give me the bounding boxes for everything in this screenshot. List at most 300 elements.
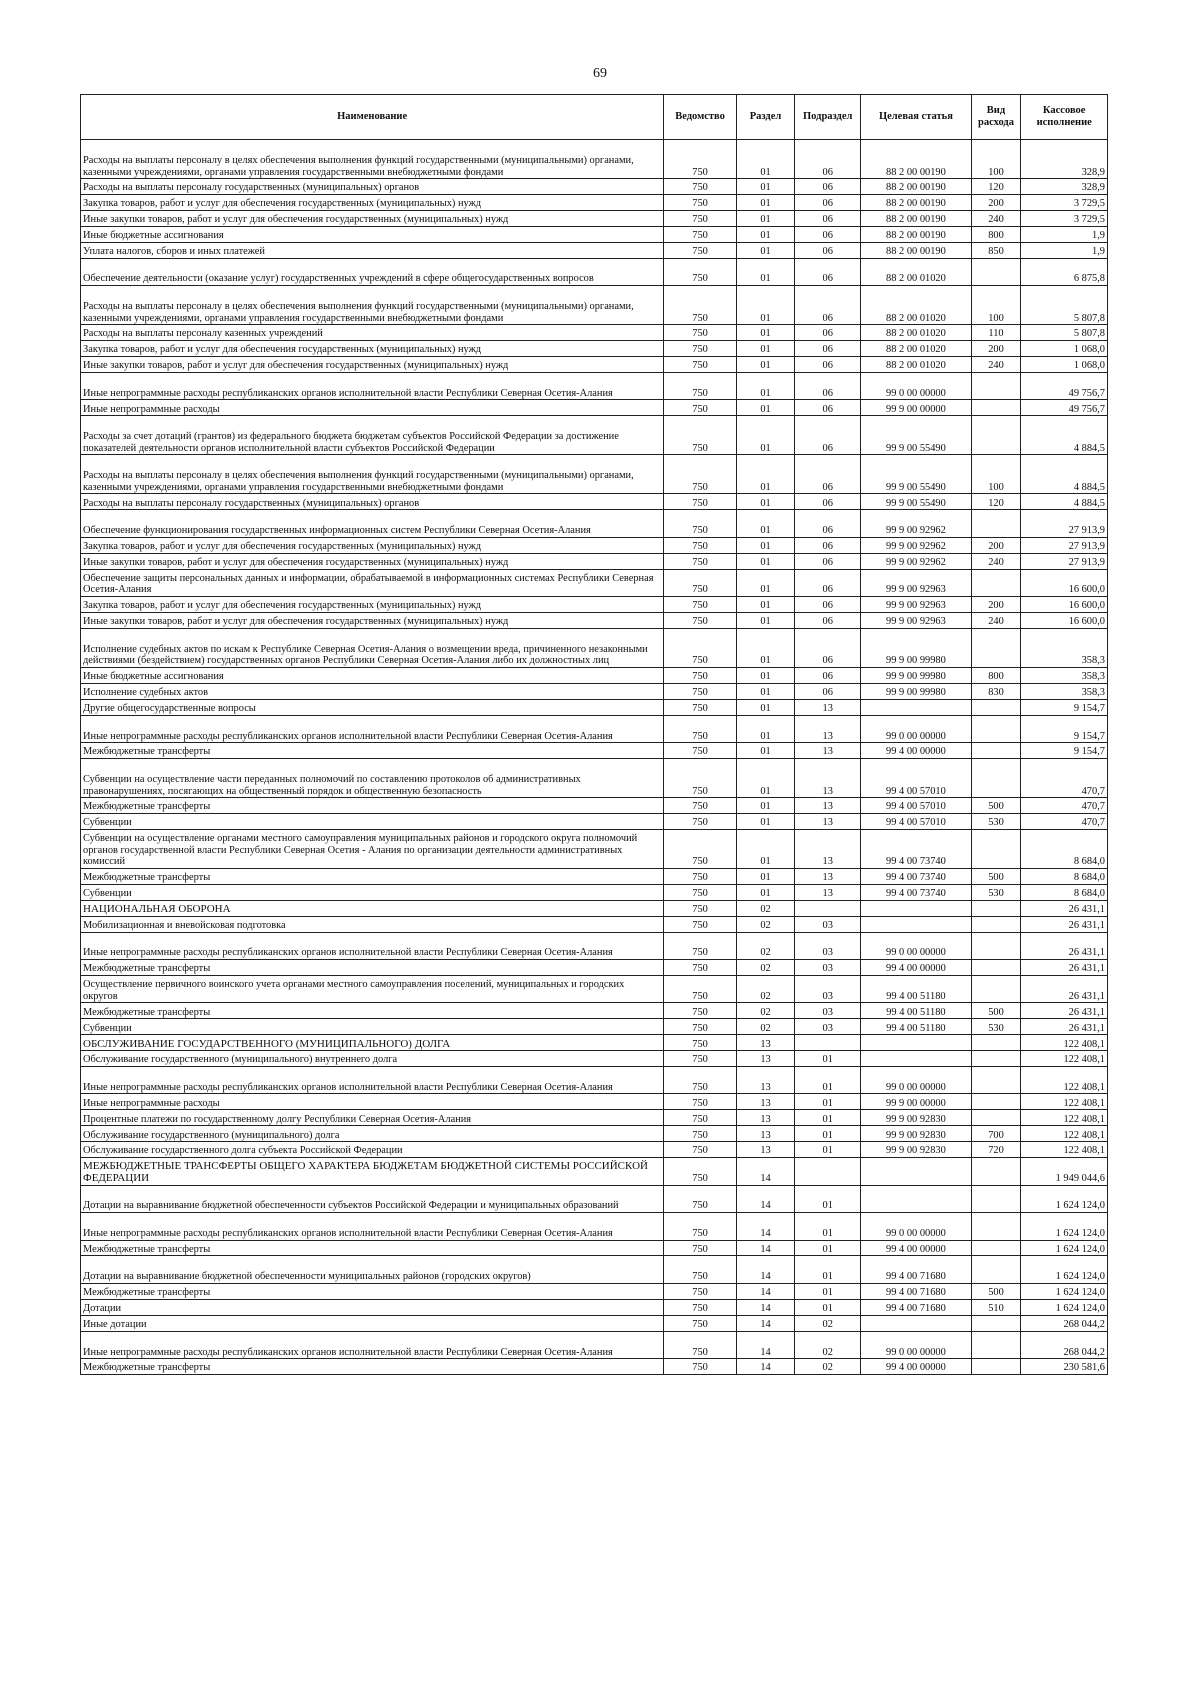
cell-vid-rashoda: 700 [971,1126,1021,1142]
cell-name: Иные закупки товаров, работ и услуг для обеспечения государственных (муниципальных) нужд [81,210,664,226]
cell-celevaya-statya: 99 0 00 00000 [861,372,971,400]
table-row [81,1315,1108,1331]
cell-kassovoe-ispolnenie: 4 884,5 [1021,455,1108,494]
cell-name: Мобилизационная и вневойсковая подготовка [81,916,664,932]
cell-vid-rashoda [971,416,1021,455]
cell-razdel: 01 [736,868,794,884]
cell-razdel: 01 [736,829,794,868]
table-row [81,569,1108,597]
cell-celevaya-statya: 99 4 00 51180 [861,1003,971,1019]
table-row [81,900,1108,916]
cell-name: Расходы на выплаты персоналу в целях обеспечения выполнения функций государственными (муниципальными) органами, казенными учреждениями, органами управления государственными внебюджетными фондами [81,140,664,179]
table-row [81,1299,1108,1315]
header-name: Наименование [81,95,664,140]
cell-podrazdel: 06 [795,667,861,683]
cell-razdel: 02 [736,932,794,960]
cell-kassovoe-ispolnenie: 1 068,0 [1021,341,1108,357]
cell-vedomstvo: 750 [664,1283,737,1299]
cell-podrazdel: 13 [795,798,861,814]
cell-vedomstvo: 750 [664,743,737,759]
cell-kassovoe-ispolnenie: 9 154,7 [1021,715,1108,743]
cell-kassovoe-ispolnenie: 6 875,8 [1021,258,1108,286]
cell-razdel: 14 [736,1315,794,1331]
cell-vedomstvo: 750 [664,612,737,628]
cell-name: Иные непрограммные расходы [81,400,664,416]
cell-celevaya-statya: 99 4 00 57010 [861,798,971,814]
header-podrazdel: Подраздел [795,95,861,140]
cell-vedomstvo: 750 [664,1003,737,1019]
cell-celevaya-statya [861,916,971,932]
cell-celevaya-statya: 99 9 00 55490 [861,455,971,494]
cell-razdel: 01 [736,884,794,900]
cell-vedomstvo: 750 [664,829,737,868]
cell-vid-rashoda: 530 [971,884,1021,900]
table-row [81,960,1108,976]
table-header [81,95,1108,140]
cell-podrazdel: 02 [795,1331,861,1359]
cell-kassovoe-ispolnenie: 1 624 124,0 [1021,1256,1108,1284]
cell-podrazdel: 01 [795,1051,861,1067]
cell-razdel: 14 [736,1331,794,1359]
cell-vedomstvo: 750 [664,210,737,226]
cell-name: Другие общегосударственные вопросы [81,699,664,715]
cell-razdel: 01 [736,569,794,597]
cell-podrazdel: 01 [795,1256,861,1284]
cell-kassovoe-ispolnenie: 1 624 124,0 [1021,1299,1108,1315]
table-row [81,932,1108,960]
header-celevaya-statya: Целевая статья [861,95,971,140]
cell-vedomstvo: 750 [664,597,737,613]
cell-vedomstvo: 750 [664,1126,737,1142]
cell-kassovoe-ispolnenie: 8 684,0 [1021,884,1108,900]
cell-razdel: 02 [736,975,794,1003]
cell-vid-rashoda [971,1359,1021,1375]
cell-podrazdel: 03 [795,975,861,1003]
cell-vedomstvo: 750 [664,455,737,494]
cell-celevaya-statya: 99 9 00 92962 [861,537,971,553]
table-row [81,612,1108,628]
table-row [81,628,1108,667]
cell-vid-rashoda [971,1315,1021,1331]
cell-vid-rashoda [971,759,1021,798]
table-row [81,884,1108,900]
cell-podrazdel: 13 [795,829,861,868]
cell-name: Иные непрограммные расходы республиканских органов исполнительной власти Республики Северная Осетия-Алания [81,932,664,960]
table-row [81,699,1108,715]
cell-celevaya-statya: 99 9 00 92830 [861,1142,971,1158]
table-row [81,140,1108,179]
cell-razdel: 01 [736,667,794,683]
cell-celevaya-statya: 99 9 00 99980 [861,683,971,699]
cell-name: Иные бюджетные ассигнования [81,226,664,242]
cell-razdel: 13 [736,1110,794,1126]
cell-vid-rashoda [971,1066,1021,1094]
page-number: 69 [593,66,607,81]
cell-kassovoe-ispolnenie: 358,3 [1021,628,1108,667]
table-row [81,667,1108,683]
cell-kassovoe-ispolnenie: 328,9 [1021,140,1108,179]
cell-kassovoe-ispolnenie: 5 807,8 [1021,325,1108,341]
cell-celevaya-statya [861,699,971,715]
cell-vid-rashoda [971,1094,1021,1110]
cell-podrazdel: 13 [795,813,861,829]
table-row [81,597,1108,613]
cell-celevaya-statya: 99 4 00 71680 [861,1256,971,1284]
cell-name: Субвенции [81,813,664,829]
cell-name: Межбюджетные трансферты [81,1283,664,1299]
cell-vid-rashoda: 500 [971,1283,1021,1299]
cell-podrazdel: 06 [795,325,861,341]
cell-vid-rashoda: 240 [971,210,1021,226]
cell-celevaya-statya: 99 4 00 57010 [861,813,971,829]
cell-celevaya-statya: 99 0 00 00000 [861,1066,971,1094]
cell-vid-rashoda: 200 [971,537,1021,553]
table-row [81,341,1108,357]
cell-name: Обслуживание государственного долга субъекта Российской Федерации [81,1142,664,1158]
cell-razdel: 01 [736,356,794,372]
cell-celevaya-statya: 99 4 00 51180 [861,1019,971,1035]
cell-name: Обеспечение деятельности (оказание услуг) государственных учреждений в сфере общегосударственных вопросов [81,258,664,286]
cell-celevaya-statya: 99 9 00 92963 [861,569,971,597]
cell-vid-rashoda: 120 [971,179,1021,195]
table-row [81,372,1108,400]
cell-vedomstvo: 750 [664,868,737,884]
cell-razdel: 14 [736,1299,794,1315]
table-row [81,1213,1108,1241]
cell-vedomstvo: 750 [664,759,737,798]
cell-vedomstvo: 750 [664,1256,737,1284]
cell-celevaya-statya: 88 2 00 00190 [861,226,971,242]
cell-vid-rashoda [971,743,1021,759]
cell-vid-rashoda [971,699,1021,715]
table-row [81,715,1108,743]
cell-vedomstvo: 750 [664,553,737,569]
table-row [81,1359,1108,1375]
cell-razdel: 01 [736,715,794,743]
cell-vedomstvo: 750 [664,569,737,597]
cell-celevaya-statya: 99 0 00 00000 [861,1213,971,1241]
cell-razdel: 01 [736,286,794,325]
cell-podrazdel: 06 [795,400,861,416]
cell-razdel: 01 [736,416,794,455]
cell-vid-rashoda [971,1331,1021,1359]
cell-vid-rashoda [971,1213,1021,1241]
cell-name: Субвенции [81,1019,664,1035]
cell-podrazdel: 13 [795,715,861,743]
cell-vedomstvo: 750 [664,325,737,341]
cell-kassovoe-ispolnenie: 8 684,0 [1021,868,1108,884]
cell-celevaya-statya: 99 4 00 73740 [861,868,971,884]
cell-name: Иные закупки товаров, работ и услуг для обеспечения государственных (муниципальных) нужд [81,612,664,628]
cell-podrazdel: 06 [795,537,861,553]
cell-vid-rashoda [971,715,1021,743]
cell-podrazdel: 02 [795,1359,861,1375]
cell-kassovoe-ispolnenie: 1 624 124,0 [1021,1185,1108,1213]
cell-celevaya-statya: 88 2 00 00190 [861,140,971,179]
cell-kassovoe-ispolnenie: 268 044,2 [1021,1315,1108,1331]
cell-podrazdel: 06 [795,628,861,667]
cell-podrazdel: 13 [795,759,861,798]
cell-podrazdel: 13 [795,699,861,715]
cell-celevaya-statya: 99 9 00 92962 [861,510,971,538]
cell-kassovoe-ispolnenie: 27 913,9 [1021,510,1108,538]
cell-razdel: 01 [736,194,794,210]
cell-vedomstvo: 750 [664,510,737,538]
cell-kassovoe-ispolnenie: 122 408,1 [1021,1094,1108,1110]
cell-name: Расходы на выплаты персоналу государственных (муниципальных) органов [81,179,664,195]
table-row [81,975,1108,1003]
cell-kassovoe-ispolnenie: 230 581,6 [1021,1359,1108,1375]
cell-vid-rashoda: 500 [971,798,1021,814]
cell-vedomstvo: 750 [664,140,737,179]
cell-name: Расходы на выплаты персоналу в целях обеспечения выполнения функций государственными (муниципальными) органами, казенными учреждениями, органами управления государственными внебюджетными фондами [81,286,664,325]
cell-celevaya-statya: 99 4 00 71680 [861,1299,971,1315]
cell-vid-rashoda [971,628,1021,667]
cell-razdel: 01 [736,258,794,286]
cell-vedomstvo: 750 [664,1185,737,1213]
cell-vedomstvo: 750 [664,813,737,829]
cell-podrazdel: 01 [795,1110,861,1126]
cell-vid-rashoda [971,960,1021,976]
cell-podrazdel: 06 [795,683,861,699]
table-row [81,1185,1108,1213]
cell-vid-rashoda: 120 [971,494,1021,510]
cell-kassovoe-ispolnenie: 26 431,1 [1021,916,1108,932]
cell-vedomstvo: 750 [664,683,737,699]
cell-podrazdel: 06 [795,510,861,538]
table-row [81,356,1108,372]
cell-celevaya-statya [861,1051,971,1067]
cell-celevaya-statya: 99 4 00 51180 [861,975,971,1003]
cell-podrazdel: 03 [795,932,861,960]
cell-podrazdel: 01 [795,1185,861,1213]
cell-name: Межбюджетные трансферты [81,1240,664,1256]
cell-podrazdel: 06 [795,372,861,400]
table-row [81,743,1108,759]
cell-name: Межбюджетные трансферты [81,798,664,814]
cell-razdel: 02 [736,1003,794,1019]
cell-podrazdel: 01 [795,1213,861,1241]
cell-razdel: 14 [736,1240,794,1256]
cell-podrazdel: 06 [795,341,861,357]
cell-celevaya-statya: 99 9 00 92962 [861,553,971,569]
cell-kassovoe-ispolnenie: 26 431,1 [1021,900,1108,916]
cell-vedomstvo: 750 [664,1331,737,1359]
cell-name: Расходы за счет дотаций (грантов) из федерального бюджета бюджетам субъектов Российской Федерации за достижение показателей деятельности органов исполнительной власти субъектов Российской Федерации [81,416,664,455]
cell-razdel: 14 [736,1283,794,1299]
cell-name: Закупка товаров, работ и услуг для обеспечения государственных (муниципальных) нужд [81,194,664,210]
cell-celevaya-statya [861,1158,971,1186]
cell-name: Обслуживание государственного (муниципального) внутреннего долга [81,1051,664,1067]
cell-name: Субвенции на осуществление части переданных полномочий по составлению протоколов об административных правонарушениях, посягающих на общественный порядок и общественную безопасность [81,759,664,798]
cell-vid-rashoda: 200 [971,597,1021,613]
cell-vedomstvo: 750 [664,975,737,1003]
table-row [81,416,1108,455]
cell-name: Дотации на выравнивание бюджетной обеспеченности муниципальных районов (городских округов) [81,1256,664,1284]
cell-podrazdel: 06 [795,226,861,242]
cell-razdel: 14 [736,1256,794,1284]
cell-celevaya-statya: 99 9 00 00000 [861,1094,971,1110]
cell-name: Расходы на выплаты персоналу государственных (муниципальных) органов [81,494,664,510]
cell-celevaya-statya: 99 9 00 99980 [861,628,971,667]
cell-celevaya-statya: 99 0 00 00000 [861,1331,971,1359]
table-row [81,226,1108,242]
table-row [81,1035,1108,1051]
cell-podrazdel: 13 [795,743,861,759]
cell-vid-rashoda [971,258,1021,286]
cell-name: Осуществление первичного воинского учета органами местного самоуправления поселений, муниципальных и городских округов [81,975,664,1003]
cell-kassovoe-ispolnenie: 9 154,7 [1021,743,1108,759]
cell-name: Иные непрограммные расходы республиканских органов исполнительной власти Республики Северная Осетия-Алания [81,372,664,400]
cell-celevaya-statya [861,1315,971,1331]
cell-name: Межбюджетные трансферты [81,868,664,884]
cell-kassovoe-ispolnenie: 1 624 124,0 [1021,1213,1108,1241]
cell-kassovoe-ispolnenie: 122 408,1 [1021,1142,1108,1158]
cell-name: Межбюджетные трансферты [81,1003,664,1019]
cell-razdel: 01 [736,597,794,613]
cell-razdel: 01 [736,372,794,400]
cell-vedomstvo: 750 [664,667,737,683]
table-row [81,1110,1108,1126]
cell-vid-rashoda [971,1035,1021,1051]
cell-razdel: 01 [736,210,794,226]
cell-vid-rashoda: 720 [971,1142,1021,1158]
cell-vedomstvo: 750 [664,1066,737,1094]
cell-name: Закупка товаров, работ и услуг для обеспечения государственных (муниципальных) нужд [81,537,664,553]
cell-kassovoe-ispolnenie: 470,7 [1021,798,1108,814]
cell-razdel: 01 [736,743,794,759]
cell-podrazdel: 03 [795,960,861,976]
cell-razdel: 02 [736,960,794,976]
cell-vid-rashoda [971,510,1021,538]
cell-name: Иные непрограммные расходы республиканских органов исполнительной власти Республики Северная Осетия-Алания [81,1066,664,1094]
cell-podrazdel: 06 [795,612,861,628]
cell-vid-rashoda: 510 [971,1299,1021,1315]
table-row [81,798,1108,814]
cell-vedomstvo: 750 [664,258,737,286]
table-row [81,1051,1108,1067]
cell-celevaya-statya: 88 2 00 01020 [861,286,971,325]
cell-vedomstvo: 750 [664,356,737,372]
cell-kassovoe-ispolnenie: 1,9 [1021,226,1108,242]
cell-kassovoe-ispolnenie: 122 408,1 [1021,1110,1108,1126]
cell-podrazdel: 06 [795,140,861,179]
cell-podrazdel: 01 [795,1283,861,1299]
cell-razdel: 01 [736,798,794,814]
cell-vid-rashoda [971,829,1021,868]
cell-podrazdel [795,1035,861,1051]
table-row [81,494,1108,510]
cell-razdel: 01 [736,140,794,179]
cell-razdel: 02 [736,916,794,932]
cell-podrazdel: 03 [795,1019,861,1035]
cell-podrazdel: 01 [795,1240,861,1256]
cell-vedomstvo: 750 [664,916,737,932]
cell-kassovoe-ispolnenie: 358,3 [1021,683,1108,699]
cell-name: Расходы на выплаты персоналу в целях обеспечения выполнения функций государственными (муниципальными) органами, казенными учреждениями, органами управления государственными внебюджетными фондами [81,455,664,494]
cell-name: Иные непрограммные расходы республиканских органов исполнительной власти Республики Северная Осетия-Алания [81,1331,664,1359]
cell-vid-rashoda [971,932,1021,960]
cell-vedomstvo: 750 [664,1035,737,1051]
cell-kassovoe-ispolnenie: 8 684,0 [1021,829,1108,868]
cell-celevaya-statya: 99 0 00 00000 [861,932,971,960]
header-row [81,95,1108,140]
cell-podrazdel: 06 [795,553,861,569]
cell-celevaya-statya: 99 4 00 00000 [861,743,971,759]
table-body [81,140,1108,1375]
cell-vedomstvo: 750 [664,960,737,976]
table-row [81,325,1108,341]
table-row [81,916,1108,932]
cell-podrazdel: 06 [795,210,861,226]
cell-kassovoe-ispolnenie: 122 408,1 [1021,1035,1108,1051]
cell-kassovoe-ispolnenie: 470,7 [1021,759,1108,798]
cell-vedomstvo: 750 [664,537,737,553]
header-razdel: Раздел [736,95,794,140]
cell-podrazdel: 01 [795,1094,861,1110]
cell-podrazdel [795,1158,861,1186]
cell-name: Иные дотации [81,1315,664,1331]
cell-vid-rashoda [971,1158,1021,1186]
cell-vedomstvo: 750 [664,1110,737,1126]
cell-celevaya-statya: 88 2 00 00190 [861,179,971,195]
cell-vid-rashoda: 200 [971,194,1021,210]
cell-vedomstvo: 750 [664,1051,737,1067]
cell-vid-rashoda: 240 [971,553,1021,569]
header-vedomstvo: Ведомство [664,95,737,140]
cell-vedomstvo: 750 [664,1299,737,1315]
cell-celevaya-statya: 88 2 00 01020 [861,341,971,357]
cell-podrazdel: 06 [795,194,861,210]
cell-kassovoe-ispolnenie: 26 431,1 [1021,975,1108,1003]
cell-celevaya-statya: 99 9 00 92830 [861,1126,971,1142]
cell-vid-rashoda: 530 [971,1019,1021,1035]
cell-name: Дотации [81,1299,664,1315]
cell-celevaya-statya [861,900,971,916]
cell-vid-rashoda: 800 [971,226,1021,242]
cell-celevaya-statya [861,1185,971,1213]
cell-celevaya-statya: 88 2 00 00190 [861,194,971,210]
cell-vedomstvo: 750 [664,1142,737,1158]
table-row [81,1256,1108,1284]
cell-celevaya-statya [861,1035,971,1051]
table-row [81,759,1108,798]
cell-vedomstvo: 750 [664,1315,737,1331]
cell-razdel: 13 [736,1066,794,1094]
cell-vedomstvo: 750 [664,372,737,400]
budget-table [80,94,1108,1375]
cell-podrazdel: 06 [795,286,861,325]
table-row [81,813,1108,829]
cell-vedomstvo: 750 [664,226,737,242]
cell-kassovoe-ispolnenie: 122 408,1 [1021,1126,1108,1142]
cell-razdel: 01 [736,494,794,510]
table-row [81,179,1108,195]
cell-vedomstvo: 750 [664,286,737,325]
cell-razdel: 01 [736,226,794,242]
cell-name: Уплата налогов, сборов и иных платежей [81,242,664,258]
cell-razdel: 13 [736,1051,794,1067]
cell-name: Иные непрограммные расходы республиканских органов исполнительной власти Республики Северная Осетия-Алания [81,1213,664,1241]
cell-podrazdel: 01 [795,1142,861,1158]
cell-kassovoe-ispolnenie: 1 068,0 [1021,356,1108,372]
cell-vid-rashoda: 500 [971,868,1021,884]
cell-razdel: 01 [736,400,794,416]
cell-kassovoe-ispolnenie: 1,9 [1021,242,1108,258]
table-row [81,1240,1108,1256]
cell-kassovoe-ispolnenie: 328,9 [1021,179,1108,195]
cell-kassovoe-ispolnenie: 3 729,5 [1021,194,1108,210]
